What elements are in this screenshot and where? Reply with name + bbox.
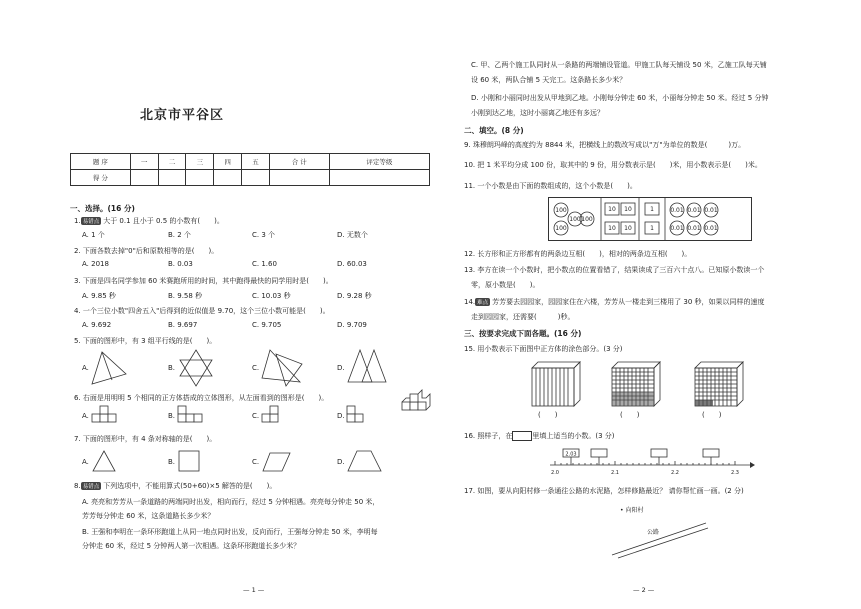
question-text: 里填上适当的小数。(3 分) — [532, 432, 615, 440]
chip-10: 10 — [624, 225, 632, 232]
q6-view-d — [347, 406, 377, 424]
q6-view-b — [178, 406, 208, 424]
option-c[interactable]: C. 10.03 秒 — [252, 292, 291, 300]
score-row-label: 得 分 — [71, 170, 131, 186]
question-8 — [74, 481, 276, 491]
question-text: 芳芳要去园园家，园园家住在六楼，芳芳从一楼走到三楼用了 30 秒，如果以同样的速度 — [492, 298, 765, 306]
page-number: — 2 — — [633, 586, 655, 594]
score-table-header-row — [71, 154, 430, 170]
option-a[interactable]: A. 9.85 秒 — [82, 292, 116, 300]
tick-label: 2.1 — [611, 470, 619, 476]
question-4: 4. 一个三位小数"四舍五入"后得到的近似值是 9.70，这个三位小数可能是( )。 — [74, 307, 330, 315]
road-label: 公路 — [647, 529, 660, 536]
q5-figure-b — [176, 348, 216, 388]
option-d[interactable]: D. 小刚和小丽同时出发从甲地到乙地。小刚每分钟走 60 米，小丽每分钟走 50 米。经过 5 分钟 — [471, 94, 769, 102]
tick-label: 2.0 — [551, 470, 559, 476]
q15-cube-1 — [532, 360, 582, 408]
score-cell[interactable] — [186, 170, 214, 186]
option-d[interactable]: D. — [337, 412, 345, 420]
q5-figure-d — [346, 348, 390, 386]
score-header: 题 序 — [71, 154, 131, 170]
option-b[interactable]: B. 王强和李明在一条环形跑道上从同一地点同时出发，反向而行，王强每分钟走 50 米，李明每 — [82, 528, 378, 536]
option-a[interactable]: A. 1 个 — [82, 231, 105, 239]
option-a[interactable]: A. 9.692 — [82, 321, 112, 329]
option-d[interactable]: D. — [337, 458, 345, 466]
page-number: — 1 — — [243, 586, 265, 594]
answer-blank[interactable]: ( ) — [702, 411, 722, 419]
question-16 — [464, 431, 615, 441]
option-b[interactable]: B. — [168, 458, 176, 466]
q11-number-chips — [549, 198, 751, 240]
question-13: 13. 李方在读一个小数时，把小数点的位置看错了，结果读成了三百六十点八。已知原小数读一个 — [464, 266, 765, 274]
option-b[interactable]: B. — [168, 364, 176, 372]
option-d[interactable]: D. — [337, 364, 345, 372]
option-d[interactable]: D. 9.28 秒 — [337, 292, 372, 300]
chip-001: 0.01 — [670, 207, 684, 214]
option-b[interactable]: B. — [168, 412, 176, 420]
score-header: 合 计 — [269, 154, 329, 170]
question-10: 10. 把 1 米平均分成 100 份，取其中的 9 份，用分数表示是( )米，用小数表示是( )米。 — [464, 161, 762, 169]
q7-triangle — [92, 450, 118, 472]
question-9: 9. 珠穆朗玛峰的高度约为 8844 米，把横线上的数改写成以"万"为单位的数是( )万。 — [464, 141, 746, 149]
chip-1: 1 — [650, 225, 654, 232]
question-3: 3. 下面是四名同学参加 60 米赛跑所用的时间，其中跑得最快的同学用时是( )。 — [74, 277, 333, 285]
option-a[interactable]: A. 2018 — [82, 260, 109, 268]
score-cell[interactable] — [329, 170, 429, 186]
option-b[interactable]: B. 2 个 — [168, 231, 191, 239]
chip-001: 0.01 — [687, 207, 701, 214]
question-15: 15. 用小数表示下面图中正方体的涂色部分。(3 分) — [464, 345, 623, 353]
question-6: 6. 右面是用明明 5 个相同的正方体搭成的立体图形，从左面看到的图形是( )。 — [74, 394, 329, 402]
q6-solid-figure — [400, 392, 434, 416]
section-heading-1: 一、选择。(16 分) — [70, 204, 135, 213]
answer-blank[interactable]: ( ) — [538, 411, 558, 419]
question-7: 7. 下面的图形中，有 4 条对称轴的是( )。 — [74, 435, 217, 443]
example-value: 2.03 — [565, 451, 577, 458]
question-12: 12. 长方形和正方形都有的两条边互相( )，相对的两条边互相( )。 — [464, 250, 692, 258]
question-14-cont: 走到园园家，还需要( )秒。 — [471, 313, 575, 321]
hint-badge: 易错点 — [82, 219, 100, 225]
option-d[interactable]: D. 60.03 — [337, 260, 367, 268]
question-1 — [74, 216, 224, 226]
hint-badge: 难点 — [477, 300, 489, 306]
q6-view-a — [92, 406, 122, 424]
score-table — [70, 153, 430, 186]
chip-1: 1 — [650, 206, 654, 213]
blank-box — [703, 449, 719, 457]
chip-100: 100 — [555, 225, 567, 232]
answer-blank[interactable]: ( ) — [620, 411, 640, 419]
option-b[interactable]: B. 9.697 — [168, 321, 198, 329]
option-d-cont: 小刚到达乙地，这时小丽离乙地还有多远？ — [471, 109, 604, 117]
q17-road — [610, 515, 710, 560]
chip-001: 0.01 — [670, 225, 684, 232]
score-header: 三 — [186, 154, 214, 170]
question-13-cont: 零，原小数是( )。 — [471, 281, 540, 289]
page-right — [440, 0, 861, 609]
question-text: 大于 0.1 且小于 0.5 的小数有( )。 — [103, 217, 224, 225]
option-a[interactable]: A. — [82, 412, 89, 420]
option-b[interactable]: B. 0.03 — [168, 260, 193, 268]
question-2: 2. 下面各数去掉"0"后和原数相等的是( )。 — [74, 247, 219, 255]
q15-cube-2 — [612, 360, 662, 408]
option-c[interactable]: C. — [252, 364, 260, 372]
score-cell[interactable] — [269, 170, 329, 186]
option-b-cont: 分钟走 60 米，经过 5 分钟两人第一次相遇。这条环形跑道长多少米？ — [82, 542, 301, 550]
option-c[interactable]: C. 9.705 — [252, 321, 282, 329]
question-11: 11. 一个小数是由下面的数组成的，这个小数是( )。 — [464, 182, 637, 190]
question-text: 下列选项中，不能用算式(50+60)×5 解答的是( )。 — [103, 482, 277, 490]
q6-view-c — [262, 406, 292, 424]
option-a[interactable]: A. — [82, 458, 89, 466]
chip-001: 0.01 — [687, 225, 701, 232]
question-number: 1. — [74, 217, 81, 225]
chip-10: 10 — [608, 206, 616, 213]
option-a[interactable]: A. 亮亮和芳芳从一条道路的两端同时出发，相向而行，经过 5 分钟相遇。亮亮每分钟走 50 米， — [82, 498, 380, 506]
option-a-cont: 芳芳每分钟走 60 米，这条道路长多少米？ — [82, 512, 215, 520]
tick-label: 2.2 — [671, 470, 679, 476]
chip-001: 0.01 — [704, 225, 718, 232]
question-text: 16. 照样子，在 — [464, 432, 513, 440]
question-number: 8. — [74, 482, 81, 490]
section-heading-3: 三、按要求完成下面各题。(16 分) — [464, 329, 582, 338]
chip-100: 100 — [555, 207, 567, 214]
question-number: 14. — [464, 298, 476, 306]
chip-10: 10 — [624, 206, 632, 213]
option-d[interactable]: D. 9.709 — [337, 321, 367, 329]
option-b[interactable]: B. 9.58 秒 — [168, 292, 203, 300]
blank-box — [591, 449, 607, 457]
score-header: 一 — [130, 154, 158, 170]
tick-label: 2.3 — [731, 470, 739, 476]
option-c-cont: 设 60 米，两队合铺 5 天完工。这条路长多少米？ — [471, 76, 627, 84]
option-d[interactable]: D. 无数个 — [337, 231, 368, 239]
page-title: 北京市平谷区 — [140, 108, 225, 123]
q15-cube-3 — [695, 360, 745, 408]
question-5: 5. 下面的图形中，有 3 组平行线的是( )。 — [74, 337, 217, 345]
blank-box-icon — [512, 431, 532, 441]
chip-100: 100 — [569, 216, 581, 223]
village-label: • 向阳村 — [620, 507, 644, 514]
q16-number-line — [545, 445, 755, 477]
option-c[interactable]: C. — [252, 458, 260, 466]
option-c[interactable]: C. 1.60 — [252, 260, 277, 268]
score-cell[interactable] — [242, 170, 270, 186]
option-c[interactable]: C. — [252, 412, 260, 420]
chip-10: 10 — [608, 225, 616, 232]
hint-badge: 易错点 — [82, 484, 100, 490]
chip-100: 100 — [581, 216, 593, 223]
blank-box — [651, 449, 667, 457]
score-cell[interactable] — [158, 170, 186, 186]
score-cell[interactable] — [130, 170, 158, 186]
score-header: 五 — [242, 154, 270, 170]
score-cell[interactable] — [214, 170, 242, 186]
q7-trapezoid — [347, 450, 383, 472]
option-a[interactable]: A. — [82, 364, 89, 372]
option-c[interactable]: C. 甲、乙两个施工队同时从一条路的两端铺设管道。甲施工队每天铺设 50 米，乙施工队每天铺 — [471, 61, 767, 69]
q11-number-box — [548, 197, 752, 241]
chip-001: 0.01 — [704, 207, 718, 214]
q5-figure-a — [90, 350, 130, 386]
score-table-row — [71, 170, 430, 186]
section-heading-2: 二、填空。(8 分) — [464, 126, 524, 135]
score-header: 评定等级 — [329, 154, 429, 170]
score-header: 二 — [158, 154, 186, 170]
q5-figure-c — [260, 348, 304, 388]
score-header: 四 — [214, 154, 242, 170]
question-14 — [464, 297, 765, 307]
q7-square — [178, 450, 202, 472]
question-17: 17. 如图，要从向阳村修一条通往公路的水泥路，怎样修路最近？ 请你帮忙画一画。(2 分) — [464, 487, 744, 495]
option-c[interactable]: C. 3 个 — [252, 231, 276, 239]
q7-parallelogram — [262, 452, 292, 472]
